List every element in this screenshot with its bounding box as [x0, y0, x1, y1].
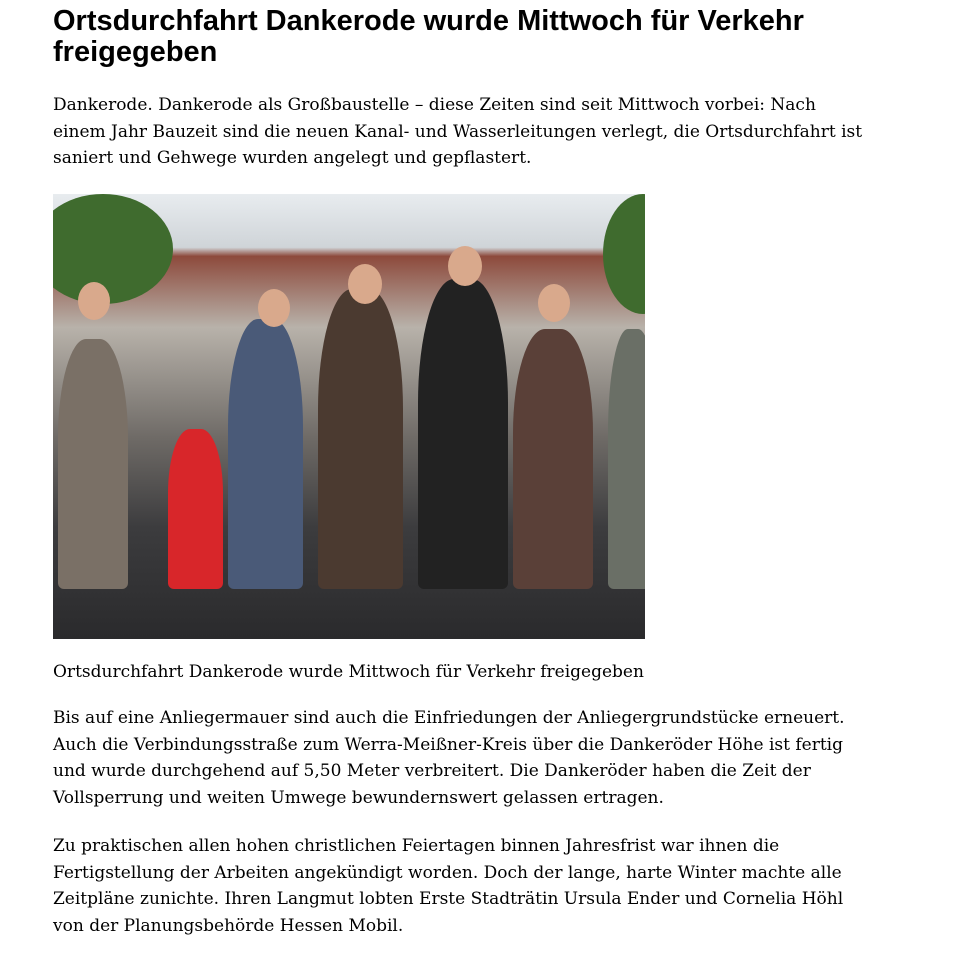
- article-title: Ortsdurchfahrt Dankerode wurde Mittwoch für Verkehr freigegeben: [53, 5, 804, 68]
- article-photo: [53, 194, 645, 639]
- article-paragraph: Zu praktischen allen hohen christlichen Feiertagen binnen Jahresfrist war ihnen die Fertigstellung der Arbeiten angekündigt worden. Doch der lange, harte Winter machte alle Zeitpläne zunichte. Ihren Langmut lobten Erste Stadträtin Ursula Ender und Cornelia Höhl von der Planungsbehörde Hessen Mobil.: [53, 836, 844, 936]
- article-paragraph: Bis auf eine Anliegermauer sind auch die Einfriedungen der Anliegergrundstücke erneuert. Auch die Verbindungsstraße zum Werra-Meißner-Kreis über die Dankeröder Höhe ist fertig und wurde durchgehend auf 5,50 Meter verbreitert. Die Dankeröder haben die Zeit der Vollsperrung und weiten Umwege bewundernswert gelassen ertragen.: [53, 708, 845, 808]
- article: [53, 6, 868, 961]
- image-caption: Ortsdurchfahrt Dankerode wurde Mittwoch für Verkehr freigegeben: [53, 661, 644, 682]
- article-lead: Dankerode. Dankerode als Großbaustelle – diese Zeiten sind seit Mittwoch vorbei: Nach einem Jahr Bauzeit sind die neuen Kanal- und Wasserleitungen verlegt, die Ortsdurchfahrt ist saniert und Gehwege wurden angelegt und gepflastert.: [53, 95, 863, 168]
